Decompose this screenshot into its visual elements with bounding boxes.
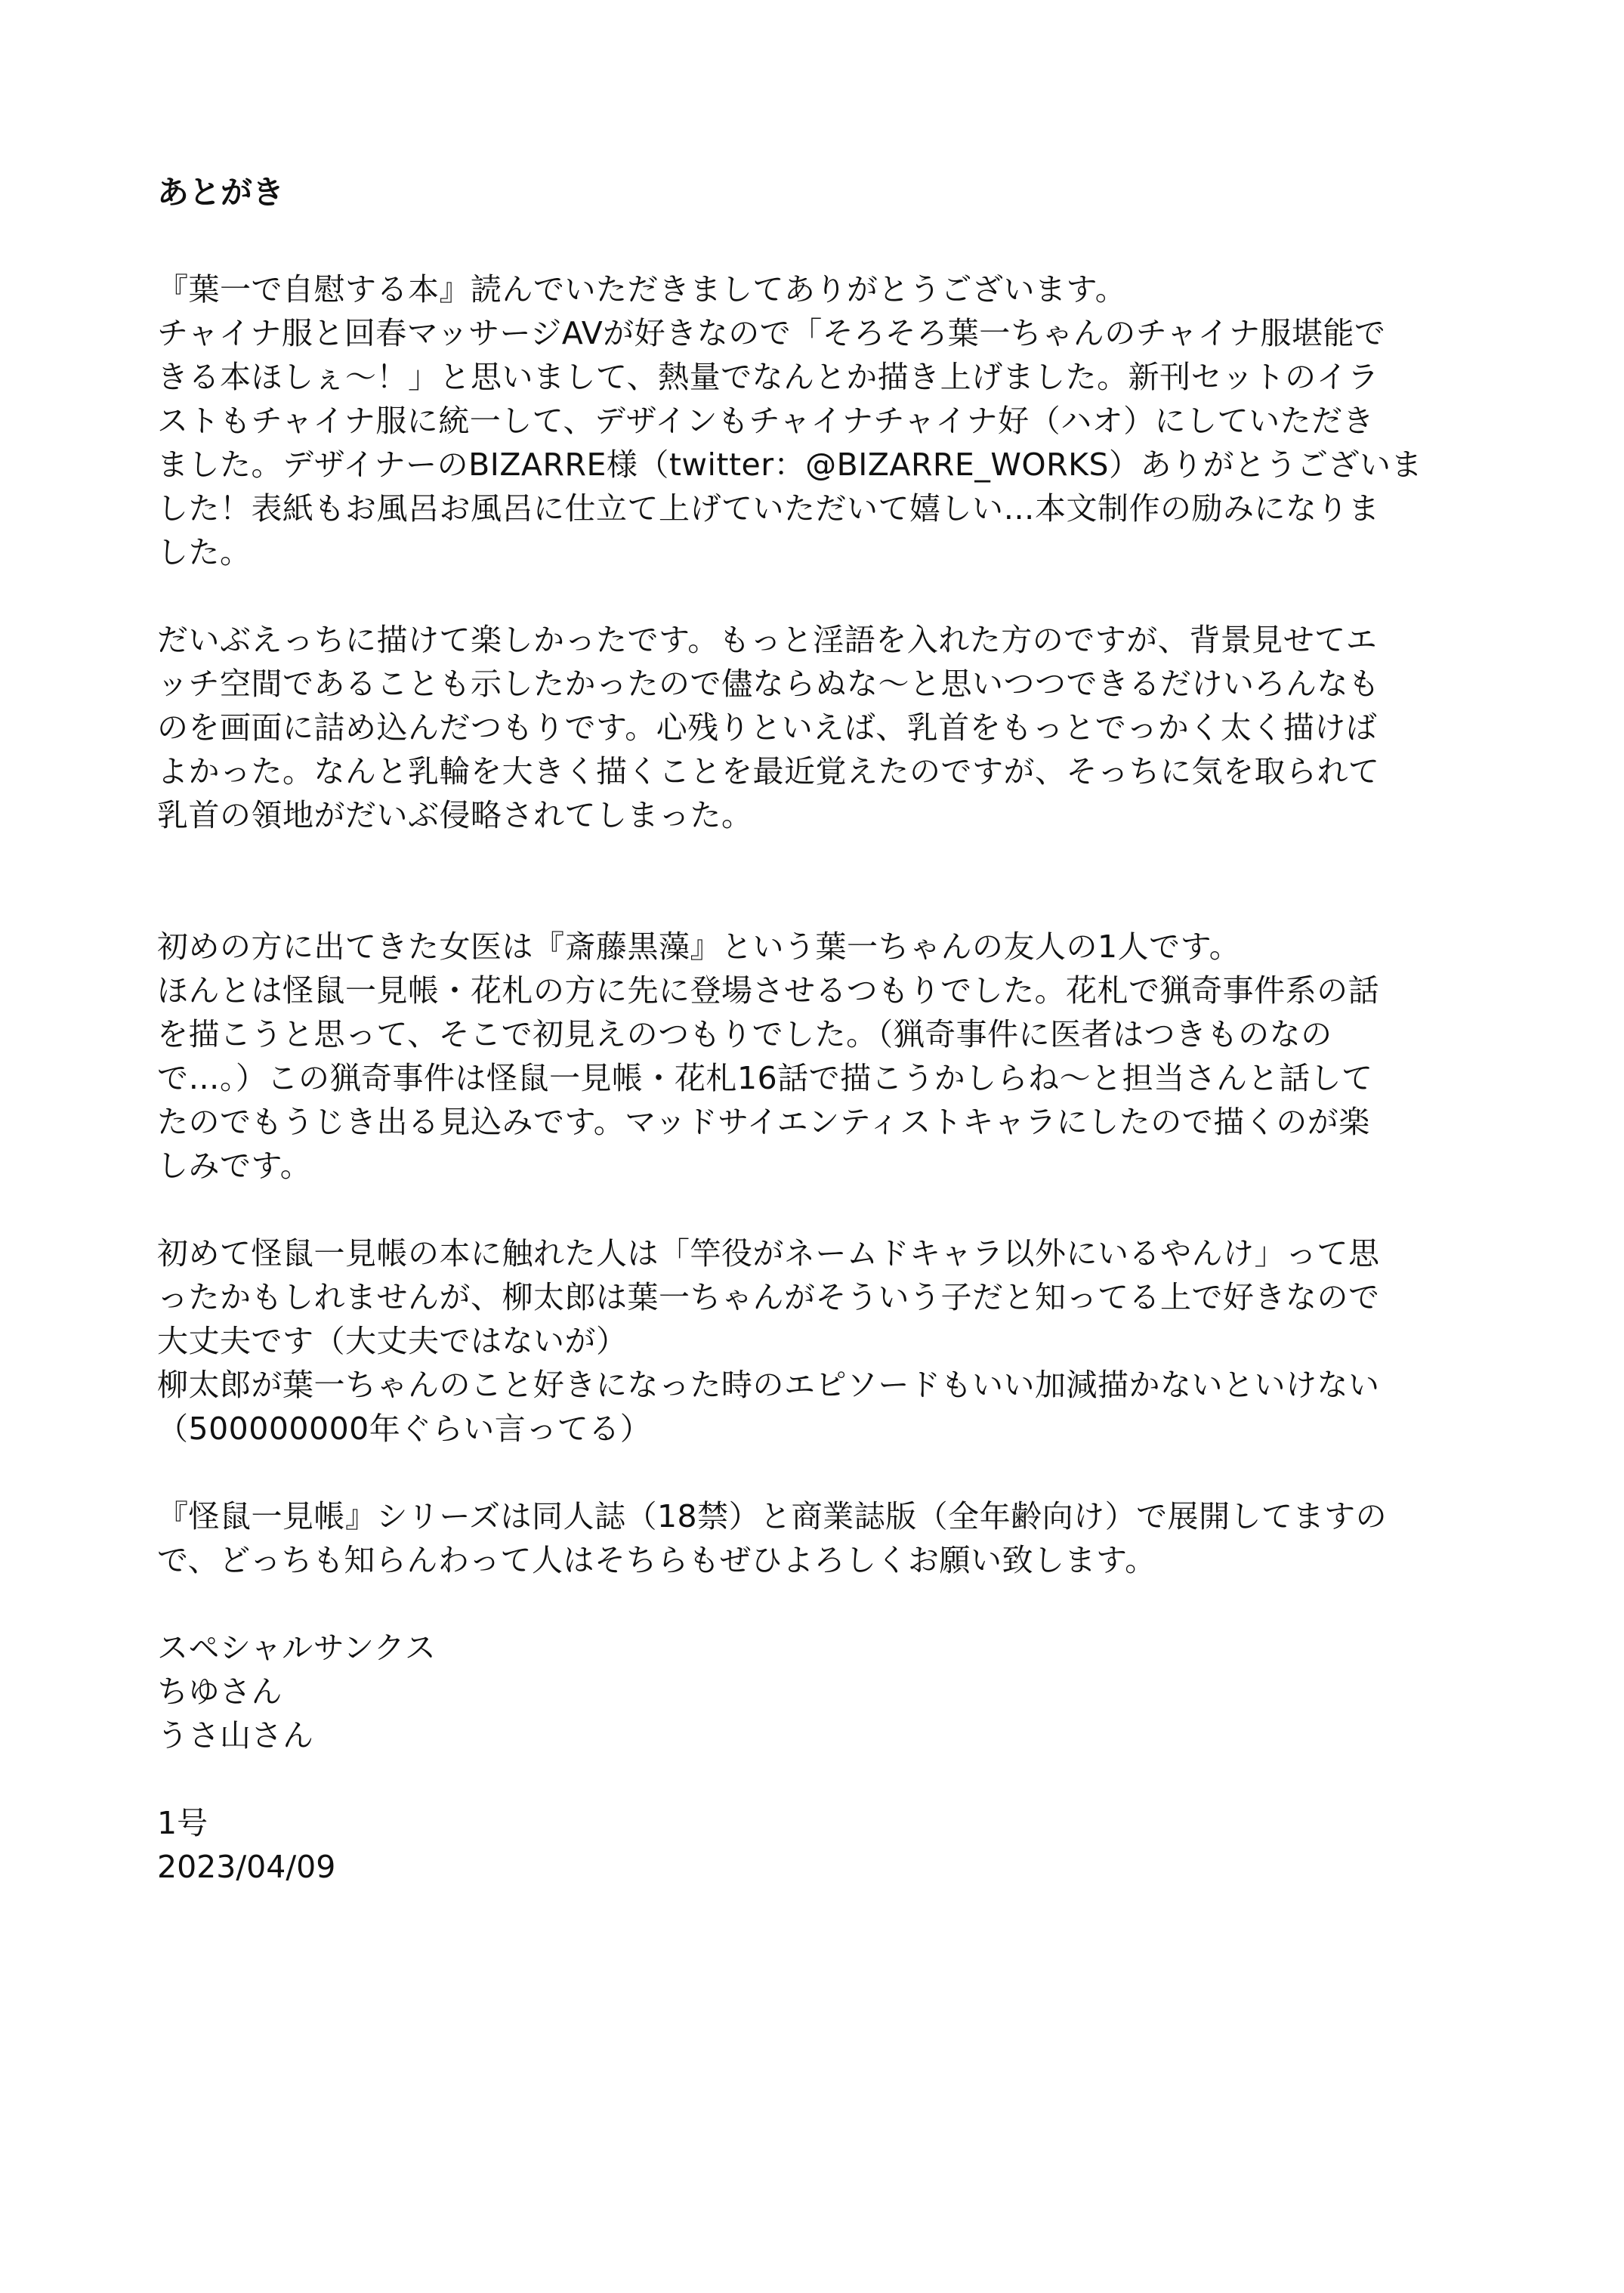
author-name: 1号 bbox=[157, 1805, 208, 1841]
paragraph-spacer bbox=[157, 1757, 1471, 1801]
special-thanks bbox=[157, 1626, 1471, 1757]
text-line: 柳太郎が葉一ちゃんのこと好きになった時のエピソードもいい加減描かないといけない bbox=[157, 1367, 1380, 1403]
paragraph-spacer bbox=[157, 1188, 1471, 1231]
paragraph-thanks-for-reading bbox=[157, 267, 1471, 574]
text-line: で、どっちも知らんわって人はそちらもぜひよろしくお願い致します。 bbox=[157, 1542, 1156, 1578]
text-line: を描こうと思って、そこで初見えのつもりでした。（猟奇事件に医者はつきものなの bbox=[157, 1016, 1332, 1052]
text-line: ストもチャイナ服に統一して、デザインもチャイナチャイナ好（ハオ）にしていただき bbox=[157, 403, 1375, 439]
thanks-name: うさ山さん bbox=[157, 1717, 314, 1754]
text-line: しみです。 bbox=[157, 1148, 312, 1184]
date-text: 2023/04/09 bbox=[157, 1849, 336, 1885]
text-line: （500000000年ぐらい言ってる） bbox=[157, 1411, 652, 1447]
text-line: 初めて怪鼠一見帳の本に触れた人は「竿役がネームドキャラ以外にいるやんけ」って思 bbox=[157, 1235, 1380, 1272]
page-title: あとがき bbox=[157, 174, 285, 211]
text-line: のを画面に詰め込んだつもりです。心残りといえば、乳首をもっとでっかく太く描けば bbox=[157, 709, 1378, 746]
text-line: 大丈夫です（大丈夫ではないが） bbox=[157, 1323, 628, 1359]
text-line: チャイナ服と回春マッサージAVが好きなので「そろそろ葉一ちゃんのチャイナ服堪能で bbox=[157, 315, 1386, 351]
paragraph-spacer bbox=[157, 1451, 1471, 1494]
text-line: した。 bbox=[157, 534, 252, 570]
text-line: たのでもうじき出る見込みです。マッドサイエンティストキャラにしたので描くのが楽 bbox=[157, 1104, 1370, 1140]
text-line: 『怪鼠一見帳』シリーズは同人誌（18禁）と商業誌版（全年齢向け）で展開してますの bbox=[157, 1498, 1388, 1534]
paragraph-spacer bbox=[157, 1582, 1471, 1626]
text-line: ほんとは怪鼠一見帳・花札の方に先に登場させるつもりでした。花札で猟奇事件系の話 bbox=[157, 972, 1380, 1009]
text-line: で…。）この猟奇事件は怪鼠一見帳・花札16話で描こうかしらね〜と担当さんと話して bbox=[157, 1060, 1373, 1096]
paragraph-doctor-character bbox=[157, 925, 1471, 1188]
special-thanks-heading: スペシャルサンクス bbox=[157, 1630, 437, 1666]
text-line: 『葉一で自慰する本』読んでいただきましてありがとうございます。 bbox=[157, 271, 1127, 307]
paragraph-series-readers bbox=[157, 1231, 1471, 1451]
text-line: よかった。なんと乳輪を大きく描くことを最近覚えたのですが、そっちに気を取られて bbox=[157, 753, 1380, 790]
thanks-name: ちゆさん bbox=[157, 1673, 283, 1710]
afterword-page bbox=[157, 171, 1471, 1889]
text-line: だいぶえっちに描けて楽しかったです。もっと淫語を入れた方のですが、背景見せてエ bbox=[157, 622, 1378, 658]
paragraph-series-info bbox=[157, 1494, 1471, 1582]
paragraph-spacer bbox=[157, 574, 1471, 618]
text-line: した！表紙もお風呂お風呂に仕立て上げていただいて嬉しい…本文制作の励みになりま bbox=[157, 490, 1380, 527]
paragraph-spacer bbox=[157, 837, 1471, 925]
text-line: きる本ほしぇ〜！」と思いまして、熱量でなんとか描き上げました。新刊セットのイラ bbox=[157, 359, 1379, 395]
signature bbox=[157, 1801, 1471, 1889]
paragraph-drawing-notes bbox=[157, 618, 1471, 837]
text-line: 初めの方に出てきた女医は『斎藤黒藻』という葉一ちゃんの友人の1人です。 bbox=[157, 929, 1241, 965]
text-line: ったかもしれませんが、柳太郎は葉一ちゃんがそういう子だと知ってる上で好きなので bbox=[157, 1279, 1380, 1315]
text-line: ました。デザイナーのBIZARRE様（twitter：@BIZARRE_WORKS）ありがとうございま bbox=[157, 447, 1423, 483]
text-line: 乳首の領地がだいぶ侵略されてしまった。 bbox=[157, 797, 753, 833]
text-line: ッチ空間であることも示したかったので儘ならぬな〜と思いつつできるだけいろんなも bbox=[157, 666, 1380, 702]
